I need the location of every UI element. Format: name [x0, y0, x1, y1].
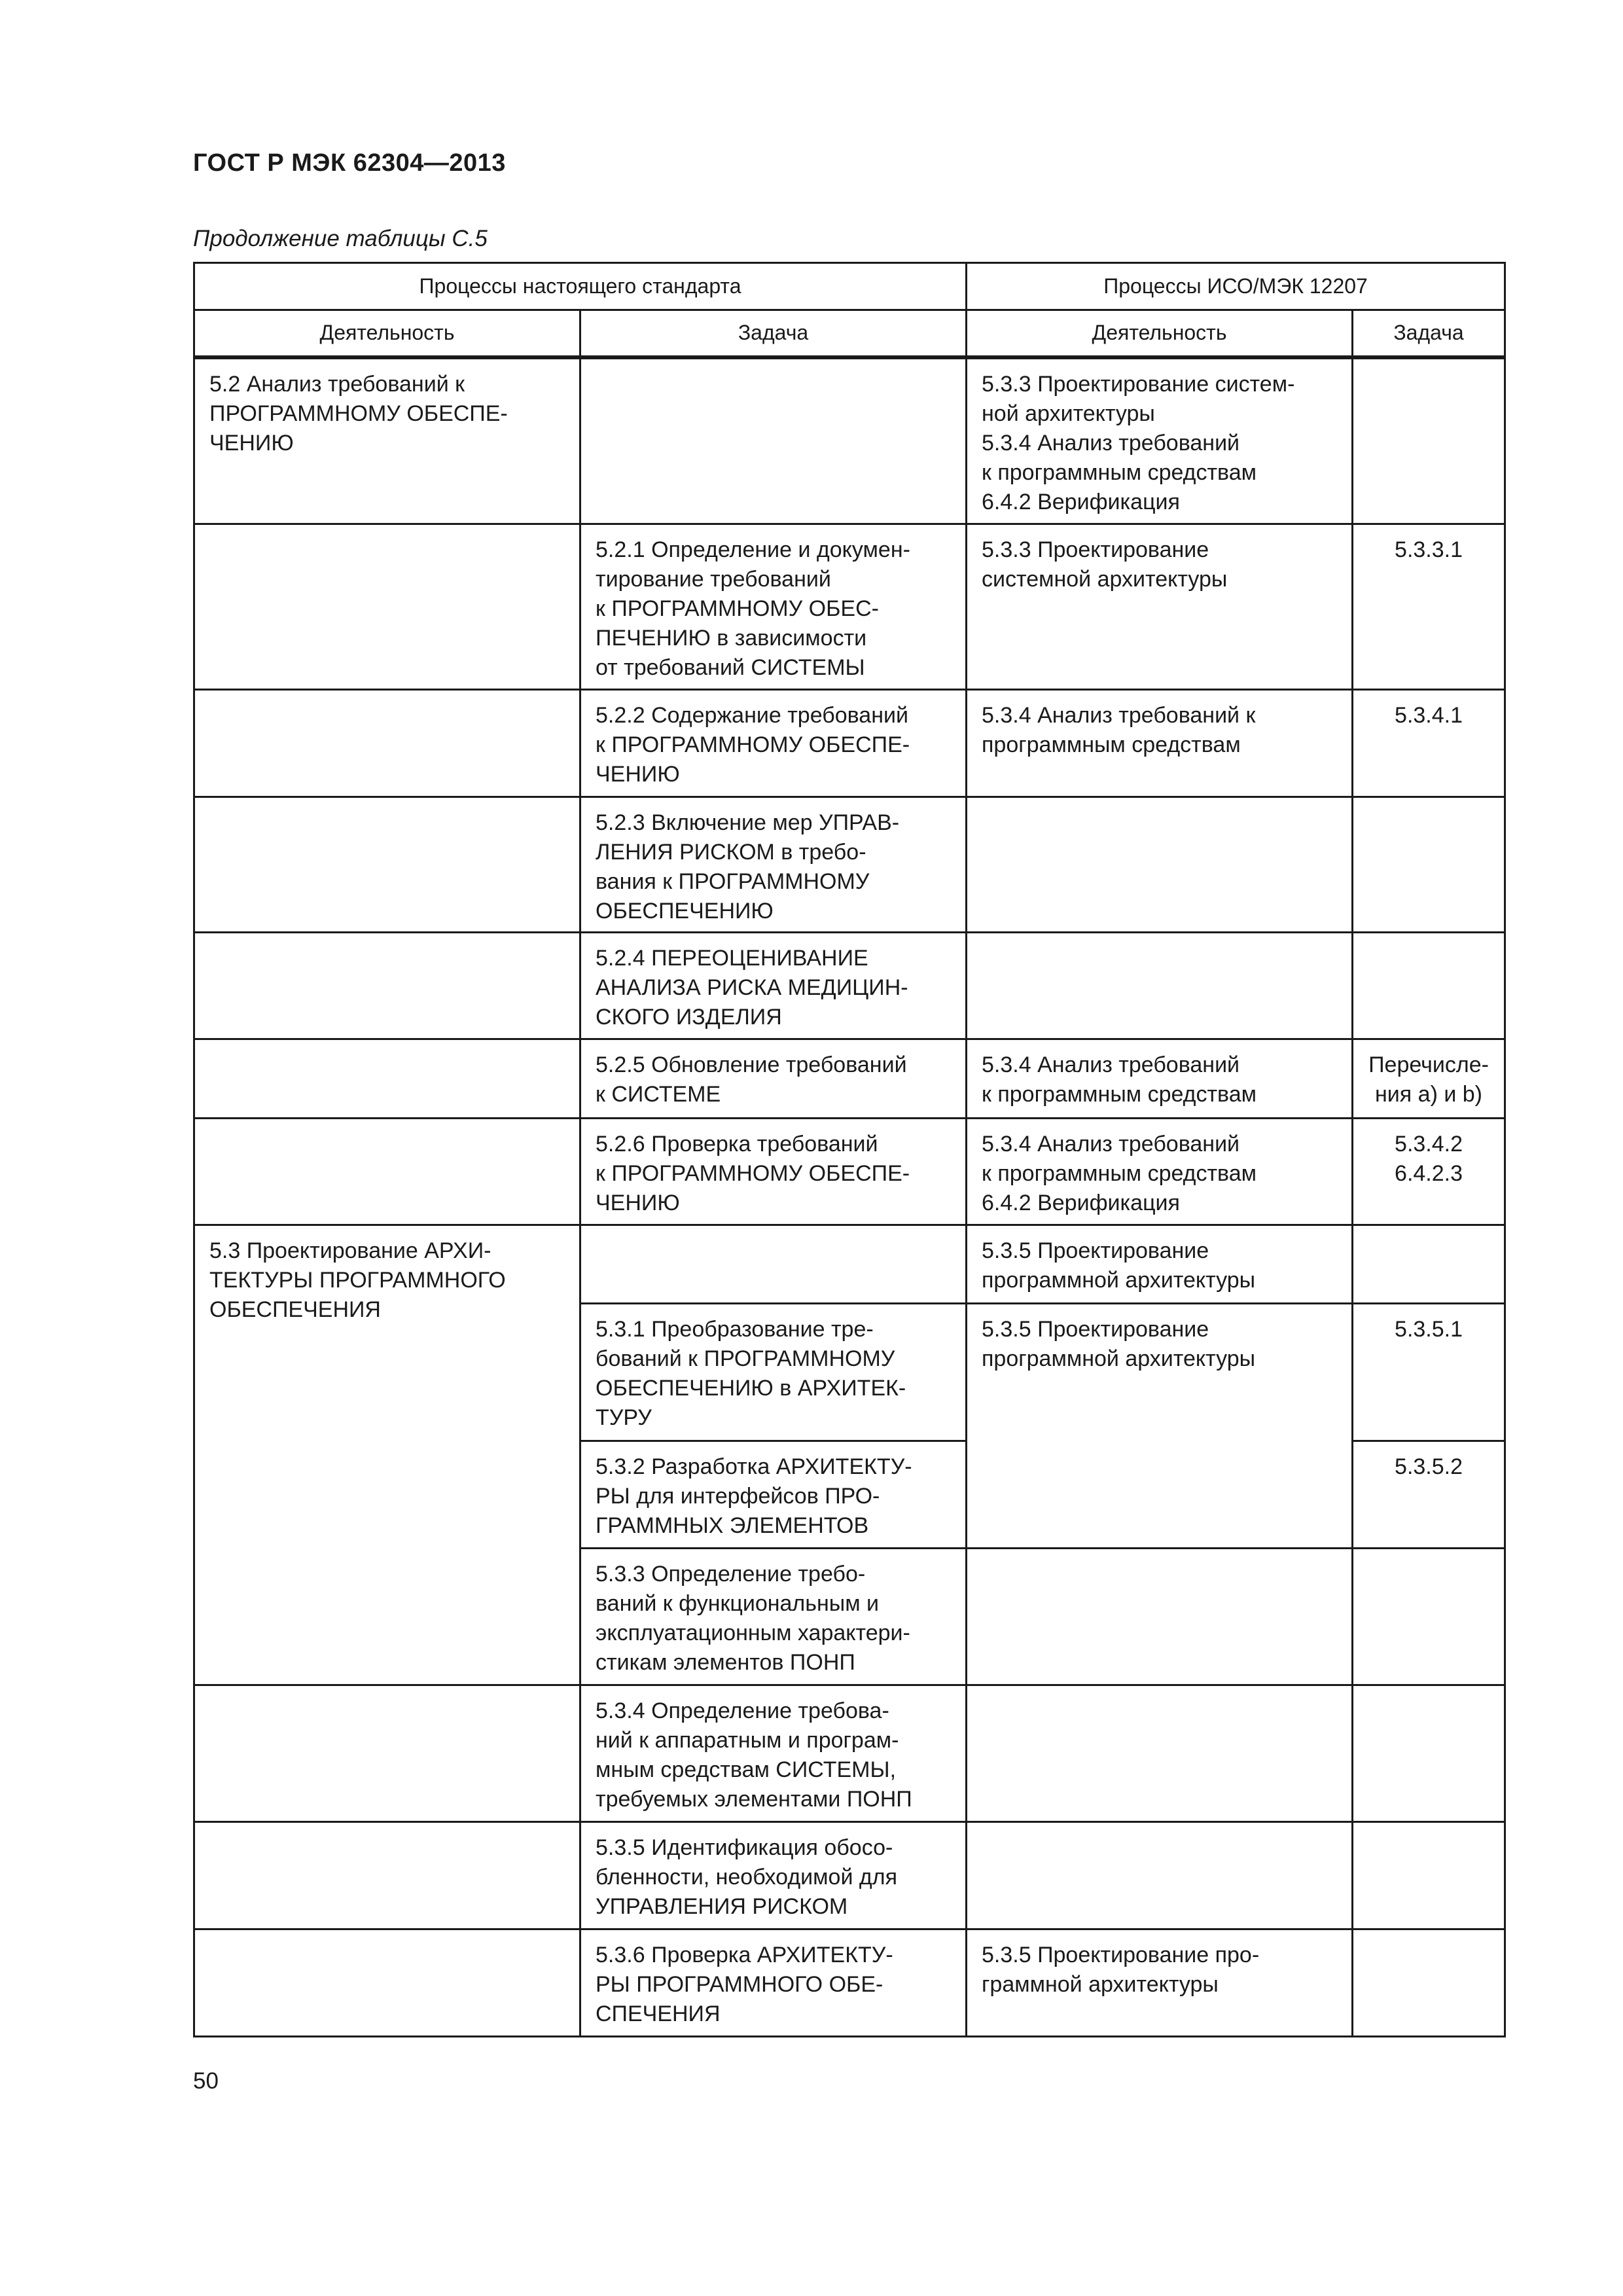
table-row [194, 1822, 1505, 1929]
table-cell [1353, 1929, 1505, 2037]
table-group-header-row [194, 263, 1505, 310]
table-cell [194, 524, 580, 690]
table-cell [194, 1039, 580, 1119]
column-header-iso-activity: Деятельность [967, 310, 1353, 357]
table-cell: 5.2.2 Содержание требований к ПРОГРАММНОМУ ОБЕСПЕ- ЧЕНИЮ [580, 690, 967, 797]
column-header-iso-task: Задача [1353, 310, 1505, 357]
document-title: ГОСТ Р МЭК 62304—2013 [193, 149, 506, 177]
table-cell: 5.3.5 Проектирование программной архитектуры [967, 1225, 1353, 1304]
table-cell: 5.2 Анализ требований к ПРОГРАММНОМУ ОБЕСПЕ- ЧЕНИЮ [194, 357, 580, 524]
table-row [194, 1929, 1505, 2037]
table-cell: 5.3.2 Разработка АРХИТЕКТУ- РЫ для интерфейсов ПРО- ГРАММНЫХ ЭЛЕМЕНТОВ [580, 1441, 967, 1549]
table-cell: 5.2.6 Проверка требований к ПРОГРАММНОМУ ОБЕСПЕ- ЧЕНИЮ [580, 1119, 967, 1225]
table-cell: 5.3.5.2 [1353, 1441, 1505, 1549]
table-cell [967, 1685, 1353, 1822]
table-cell: 5.3.4.1 [1353, 690, 1505, 797]
table-cell: 5.3.5 Проектирование про- граммной архитектуры [967, 1929, 1353, 2037]
table-row [194, 690, 1505, 797]
table-cell [194, 690, 580, 797]
table-cell: 5.2.3 Включение мер УПРАВ- ЛЕНИЯ РИСКОМ в требо- вания к ПРОГРАММНОМУ ОБЕСПЕЧЕНИЮ [580, 797, 967, 933]
table-cell: 5.3.3.1 [1353, 524, 1505, 690]
table-cell [967, 797, 1353, 933]
group-header-iso-12207: Процессы ИСО/МЭК 12207 [967, 263, 1505, 310]
table-cell [194, 1685, 580, 1822]
table-column-header-row [194, 310, 1505, 357]
table-cell: 5.2.5 Обновление требований к СИСТЕМЕ [580, 1039, 967, 1119]
table-cell: 5.2.4 ПЕРЕОЦЕНИВАНИЕ АНАЛИЗА РИСКА МЕДИЦИН- СКОГО ИЗДЕЛИЯ [580, 933, 967, 1039]
table-row [194, 357, 1505, 524]
table-cell [967, 1822, 1353, 1929]
table-cell: 5.3.4 Анализ требований к программным средствам 6.4.2 Верификация [967, 1119, 1353, 1225]
table-cell: 5.3.4.2 6.4.2.3 [1353, 1119, 1505, 1225]
table-caption: Продолжение таблицы С.5 [193, 226, 488, 251]
table-cell: 5.3.3 Проектирование системной архитектуры [967, 524, 1353, 690]
table-cell [194, 1929, 580, 2037]
table-cell [1353, 933, 1505, 1039]
table-cell [1353, 357, 1505, 524]
table-cell: 5.3.4 Анализ требований к программным средствам [967, 690, 1353, 797]
table-row [194, 933, 1505, 1039]
table-cell [194, 797, 580, 933]
table-cell [194, 933, 580, 1039]
table-cell: 5.3.4 Определение требова- ний к аппаратным и програм- мным средствам СИСТЕМЫ, требуемых элементами ПОНП [580, 1685, 967, 1822]
table-cell [194, 1822, 580, 1929]
group-header-this-standard: Процессы настоящего стандарта [194, 263, 967, 310]
table-row [194, 1225, 1505, 1304]
table-cell: 5.3.4 Анализ требований к программным средствам [967, 1039, 1353, 1119]
table-cell [967, 933, 1353, 1039]
table-cell: 5.3.6 Проверка АРХИТЕКТУ- РЫ ПРОГРАММНОГО ОБЕ- СПЕЧЕНИЯ [580, 1929, 967, 2037]
table-cell [580, 357, 967, 524]
table-cell [194, 1119, 580, 1225]
table-cell: Перечисле- ния а) и b) [1353, 1039, 1505, 1119]
table-cell [1353, 1549, 1505, 1685]
table-cell: 5.3.3 Проектирование систем- ной архитектуры 5.3.4 Анализ требований к программным средствам 6.4.2 Верификация [967, 357, 1353, 524]
table-cell [1353, 1822, 1505, 1929]
table-cell: 5.2.1 Определение и докумен- тирование требований к ПРОГРАММНОМУ ОБЕС- ПЕЧЕНИЮ в зависимости от требований СИСТЕМЫ [580, 524, 967, 690]
table-row [194, 797, 1505, 933]
page-number: 50 [193, 2068, 219, 2094]
table-cell: 5.3 Проектирование АРХИ- ТЕКТУРЫ ПРОГРАММНОГО ОБЕСПЕЧЕНИЯ [194, 1225, 580, 1685]
table-cell: 5.3.1 Преобразование тре- бований к ПРОГРАММНОМУ ОБЕСПЕЧЕНИЮ в АРХИТЕК- ТУРУ [580, 1304, 967, 1441]
processes-table [193, 262, 1506, 2037]
table-row [194, 1685, 1505, 1822]
table-cell: 5.3.5 Проектирование программной архитектуры [967, 1304, 1353, 1549]
table-cell [580, 1225, 967, 1304]
table-row [194, 524, 1505, 690]
column-header-task: Задача [580, 310, 967, 357]
column-header-activity: Деятельность [194, 310, 580, 357]
table-cell: 5.3.3 Определение требо- ваний к функциональным и эксплуатационным характери- стикам элементов ПОНП [580, 1549, 967, 1685]
table-cell [1353, 797, 1505, 933]
table-cell [967, 1549, 1353, 1685]
table-cell: 5.3.5.1 [1353, 1304, 1505, 1441]
table-cell [1353, 1685, 1505, 1822]
table-row [194, 1119, 1505, 1225]
table-cell: 5.3.5 Идентификация обосо- бленности, необходимой для УПРАВЛЕНИЯ РИСКОМ [580, 1822, 967, 1929]
table-cell [1353, 1225, 1505, 1304]
table-row [194, 1039, 1505, 1119]
